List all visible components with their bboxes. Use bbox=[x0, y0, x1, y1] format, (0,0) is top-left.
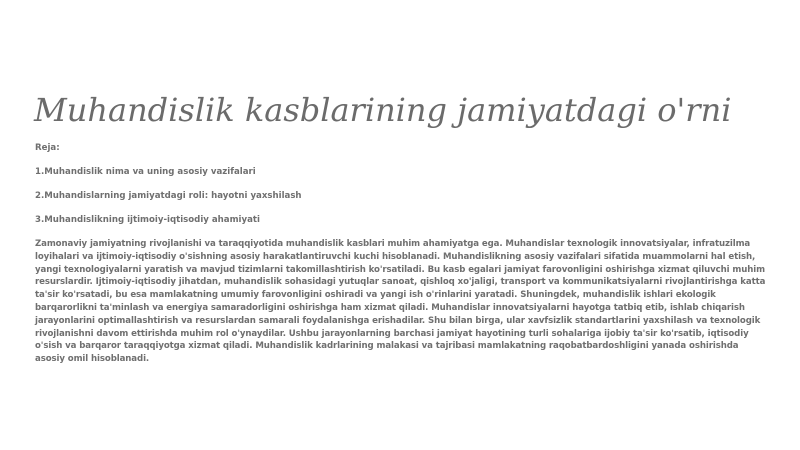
slide-title: Muhandislik kasblarining jamiyatdagi o'rni bbox=[34, 91, 732, 129]
plan-label: Reja: bbox=[35, 143, 60, 153]
body-paragraph: Zamonaviy jamiyatning rivojlanishi va taraqqiyotida muhandislik kasblari muhim ahamiyatga ega. Muhandislar texnologik innovatsiyalar, infratuzilma loyihalari va ijtimoiy-iqtisodiy o'sishning asosiy harakatlantiruvchi kuchi hisoblanadi. Muhandislikning asosiy vazifalari sifatida muammolarni hal etish, yangi texnologiyalarni yaratish va mavjud tizimlarni takomillashtirish ko'rsatiladi. Bu kasb egalari jamiyat farovonligini oshirishga xizmat qiluvchi muhim resurslardir. Ijtimoiy-iqtisodiy jihatdan, muhandislik sohasidagi yutuqlar sanoat, qishloq xo'jaligi, transport va kommunikatsiyalarni rivojlantirishga katta ta'sir ko'rsatadi, bu esa mamlakatning umumiy farovonligini oshiradi va yangi ish o'rinlarini yaratadi. Shuningdek, muhandislik ishlari ekologik barqarorlikni ta'minlash va energiya samaradorligini oshirishga ham xizmat qiladi. Muhandislar innovatsiyalarni hayotga tatbiq etib, ishlab chiqarish jarayonlarini optimallashtirish va resurslardan samarali foydalanishga erishadilar. Shu bilan birga, ular xavfsizlik standartlarini yaxshilash va texnologik rivojlanishni davom ettirishda muhim rol o'ynaydilar. Ushbu jarayonlarning barchasi jamiyat hayotining turli sohalariga ijobiy ta'sir ko'rsatib, iqtisodiy o'sish va barqaror taraqqiyotga xizmat qiladi. Muhandislik kadrlarining malakasi va tajribasi mamlakatning raqobatbardoshligini yanada oshirishda asosiy omil hisoblanadi. bbox=[35, 239, 766, 365]
plan-item-1: 1.Muhandislik nima va uning asosiy vazifalari bbox=[35, 167, 256, 177]
plan-item-2: 2.Muhandislarning jamiyatdagi roli: hayotni yaxshilash bbox=[35, 191, 302, 201]
slide-content bbox=[35, 142, 770, 366]
plan-item-3: 3.Muhandislikning ijtimoiy-iqtisodiy ahamiyati bbox=[35, 215, 260, 225]
